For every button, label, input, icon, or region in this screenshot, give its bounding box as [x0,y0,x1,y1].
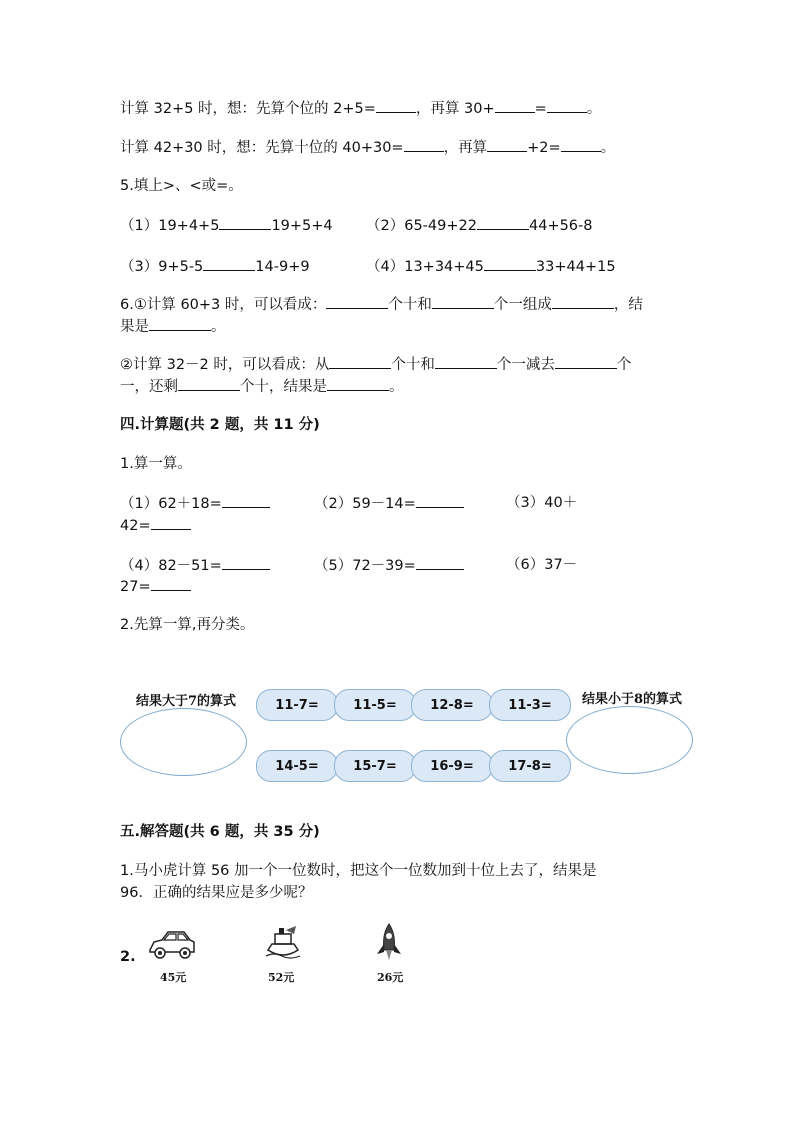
text: 个十和 [388,297,432,313]
answer-blank[interactable] [219,215,271,230]
s4-q1-title: 1.算一算。 [120,456,192,472]
answer-blank[interactable] [376,98,416,113]
text: 。 [600,140,616,156]
text: 一，还剩 [120,379,178,395]
expression-pill[interactable]: 11-5= [334,689,416,721]
q6-line-b [120,316,226,337]
answer-blank[interactable] [203,256,255,271]
text: ，结 [613,297,643,313]
text: = [534,101,547,117]
answer-blank[interactable] [477,215,529,230]
boat-icon [264,924,302,968]
text: 计算 32+5 时，想：先算个位的 2+5= [120,101,376,117]
rocket-icon [374,922,404,970]
answer-blank[interactable] [326,294,388,309]
calc-item-1 [120,493,270,514]
q6-line-d [120,376,404,397]
answer-blank[interactable] [435,354,497,369]
price-label: 52元 [268,971,295,984]
answer-blank[interactable] [561,137,601,152]
section-4-title: 四.计算题(共 2 题，共 11 分) [120,417,320,433]
expression-pill[interactable]: 15-7= [334,750,416,782]
q5-item-1 [120,215,333,236]
expression-pill[interactable]: 11-3= [489,689,571,721]
s5-q1-line2: 96．正确的结果应是多少呢？ [120,885,313,901]
answer-blank[interactable] [555,354,617,369]
q4-line-1 [120,98,601,119]
expression-pill[interactable]: 12-8= [411,689,493,721]
s5-q2-number: 2. [120,949,136,965]
calc-item-6: （6）37－ [506,557,578,573]
q4-line-2 [120,137,615,158]
answer-blank[interactable] [416,493,464,508]
text: （2）65-49+22 [366,218,477,234]
answer-blank[interactable] [552,294,614,309]
text: 个十，结果是 [240,379,327,395]
text: ②计算 32－2 时，可以看成：从 [120,357,330,373]
expression-pill[interactable]: 14-5= [256,750,338,782]
q6-line-a [120,294,643,315]
text: 果是 [120,319,149,335]
text: 14-9+9 [255,259,310,275]
text: 33+44+15 [535,259,616,275]
calc-item-2 [314,493,464,514]
calc-item-4 [120,555,270,576]
answer-blank[interactable] [547,98,587,113]
answer-blank[interactable] [222,555,270,570]
left-answer-oval[interactable] [120,708,247,776]
answer-blank[interactable] [404,137,444,152]
answer-blank[interactable] [149,316,211,331]
answer-blank[interactable] [416,555,464,570]
q6-line-c [120,354,631,375]
answer-blank[interactable] [432,294,494,309]
answer-blank[interactable] [151,576,191,591]
car-icon [146,924,198,968]
left-caption: 结果大于7的算式 [136,694,237,709]
answer-blank[interactable] [487,137,527,152]
q5-item-3 [120,256,310,277]
text: 。 [586,101,602,117]
text: 42= [120,518,151,534]
answer-blank[interactable] [329,354,391,369]
answer-blank[interactable] [178,376,240,391]
calc-item-3: （3）40＋ [506,495,578,511]
text: 6.①计算 60+3 时，可以看成： [120,297,327,313]
s5-q1-line1: 1.马小虎计算 56 加一个一位数时，把这个一位数加到十位上去了，结果是 [120,863,597,879]
q5-title: 5.填上>、<或=。 [120,178,243,194]
q5-item-2 [366,215,592,236]
expression-pill[interactable]: 11-7= [256,689,338,721]
answer-blank[interactable] [495,98,535,113]
text: +2= [527,140,561,156]
section-5-title: 五.解答题(共 6 题，共 35 分) [120,824,320,840]
text: ，再算 [443,140,488,156]
text: （4）82－51= [120,558,222,574]
text: （1）62＋18= [120,496,222,512]
text: 。 [211,319,226,335]
answer-blank[interactable] [327,376,389,391]
text: 27= [120,579,151,595]
text: （5）72－39= [314,558,416,574]
text: 计算 42+30 时，想：先算十位的 40+30= [120,140,404,156]
text: 个一减去 [496,357,555,373]
text: （4）13+34+45 [366,259,484,275]
text: 个 [616,357,632,373]
right-answer-oval[interactable] [566,706,693,774]
answer-blank[interactable] [484,256,536,271]
text: （2）59－14= [314,496,416,512]
right-caption: 结果小于8的算式 [582,692,683,707]
q5-item-4 [366,256,616,277]
calc-item-6-cont [120,576,191,597]
text: 个十和 [391,357,435,373]
text: （3）9+5-5 [120,259,204,275]
text: ，再算 30+ [415,101,495,117]
answer-blank[interactable] [222,493,270,508]
s4-q2-title: 2.先算一算,再分类。 [120,617,255,633]
text: （1）19+4+5 [120,218,220,234]
text: 。 [389,379,404,395]
price-label: 45元 [160,971,187,984]
answer-blank[interactable] [151,515,191,530]
calc-item-3-cont [120,515,191,536]
text: 44+56-8 [528,218,593,234]
price-label: 26元 [377,971,404,984]
text: 个一组成 [493,297,552,313]
expression-pill[interactable]: 16-9= [411,750,493,782]
text: 19+5+4 [271,218,333,234]
calc-item-5 [314,555,464,576]
expression-pill[interactable]: 17-8= [489,750,571,782]
